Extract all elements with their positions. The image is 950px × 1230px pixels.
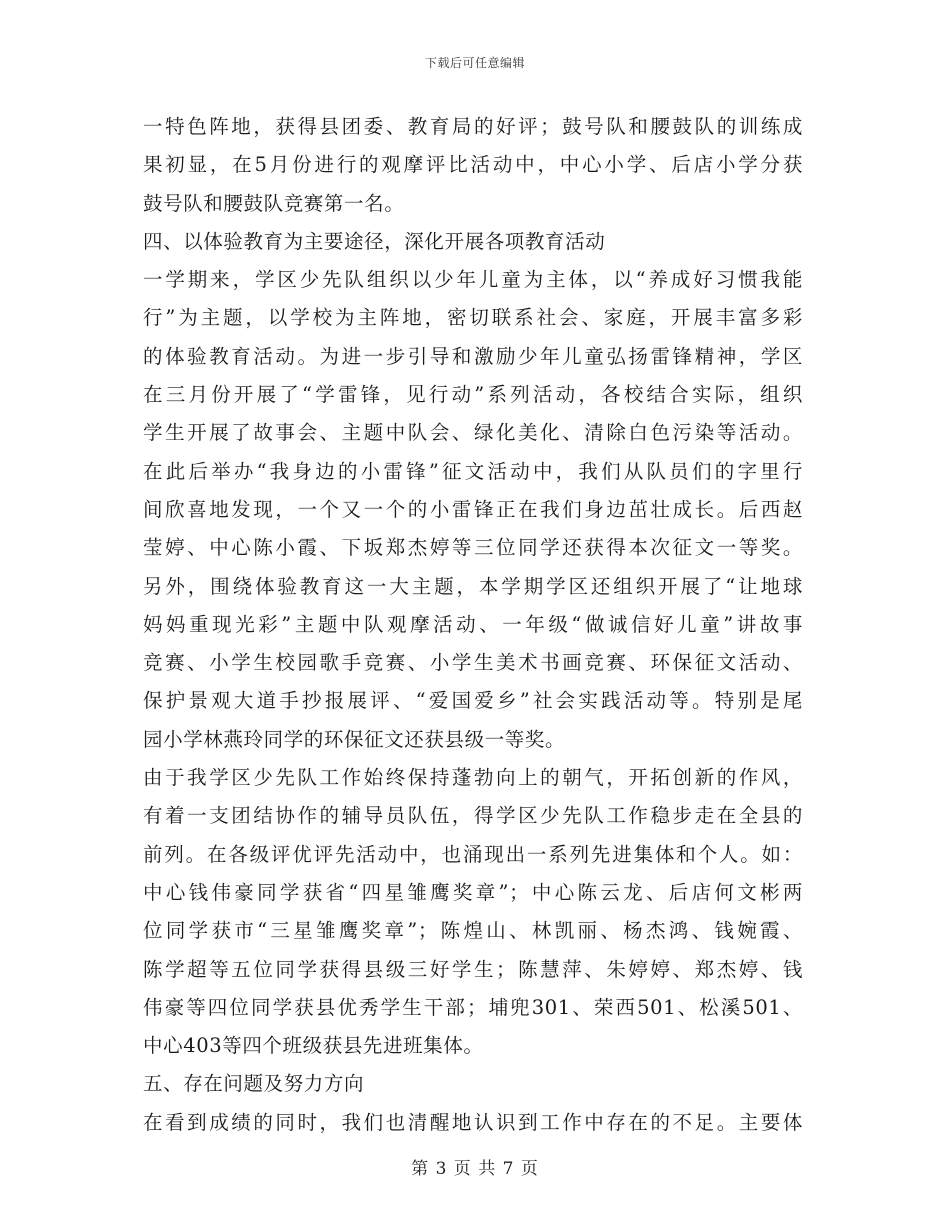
page-header: 下载后可任意编辑 <box>424 56 525 70</box>
text-line: 妈妈重现光彩”主题中队观摩活动、一年级“做诚信好儿童”讲故事 <box>143 612 803 636</box>
text-line: 在看到成绩的同时，我们也清醒地认识到工作中存在的不足。主要体 <box>143 1110 803 1134</box>
text-line: 中心钱伟豪同学获省“四星雏鹰奖章”；中心陈云龙、后店何文彬两 <box>143 880 803 904</box>
text-line: 莹婷、中心陈小霞、下坂郑杰婷等三位同学还获得本次征文一等奖。 <box>143 536 803 560</box>
text-line: 间欣喜地发现，一个又一个的小雷锋正在我们身边茁壮成长。后西赵 <box>143 497 803 521</box>
text-line: 行”为主题，以学校为主阵地，密切联系社会、家庭，开展丰富多彩 <box>143 306 803 330</box>
text-line: 一特色阵地，获得县团委、教育局的好评；鼓号队和腰鼓队的训练成 <box>143 115 803 138</box>
text-line: 在此后举办“我身边的小雷锋”征文活动中，我们从队员们的字里行 <box>143 459 803 483</box>
text-line: 前列。在各级评优评先活动中，也涌现出一系列先进集体和个人。如： <box>143 842 803 866</box>
text-line: 果初显，在5月份进行的观摩评比活动中，中心小学、后店小学分获 <box>143 153 803 177</box>
text-line: 由于我学区少先队工作始终保持蓬勃向上的朝气，开拓创新的作风， <box>143 766 803 790</box>
text-line: 园小学林燕玲同学的环保征文还获县级一等奖。 <box>143 727 566 751</box>
text-line: 一学期来，学区少先队组织以少年儿童为主体，以“养成好习惯我能 <box>143 268 803 292</box>
text-line: 有着一支团结协作的辅导员队伍，得学区少先队工作稳步走在全县的 <box>143 804 803 828</box>
text-line: 竞赛、小学生校园歌手竞赛、小学生美术书画竞赛、环保征文活动、 <box>143 651 803 675</box>
text-line: 学生开展了故事会、主题中队会、绿化美化、清除白色污染等活动。 <box>143 421 803 445</box>
section-heading: 四、以体验教育为主要途径，深化开展各项教育活动 <box>143 229 606 253</box>
text-line: 位同学获市“三星雏鹰奖章”；陈煌山、林凯丽、杨杰鸿、钱婉霞、 <box>143 919 803 943</box>
text-line: 中心403等四个班级获县先进班集体。 <box>143 1034 484 1058</box>
text-line: 鼓号队和腰鼓队竞赛第一名。 <box>143 191 405 215</box>
page-number: 第 3 页 共 7 页 <box>411 1159 539 1179</box>
document-body <box>143 108 803 1142</box>
text-line: 在三月份开展了“学雷锋，见行动”系列活动，各校结合实际，组织 <box>143 383 803 407</box>
section-heading: 五、存在问题及努力方向 <box>143 1072 365 1096</box>
text-line: 伟豪等四位同学获县优秀学生干部；埔兜301、荣西501、松溪501、 <box>143 995 803 1019</box>
text-line: 陈学超等五位同学获得县级三好学生；陈慧萍、朱婷婷、郑杰婷、钱 <box>143 957 803 981</box>
text-line: 的体验教育活动。为进一步引导和激励少年儿童弘扬雷锋精神，学区 <box>143 344 803 368</box>
text-line: 保护景观大道手抄报展评、“爱国爱乡”社会实践活动等。特别是尾 <box>143 689 803 713</box>
text-line: 另外，围绕体验教育这一大主题，本学期学区还组织开展了“让地球 <box>143 574 803 598</box>
